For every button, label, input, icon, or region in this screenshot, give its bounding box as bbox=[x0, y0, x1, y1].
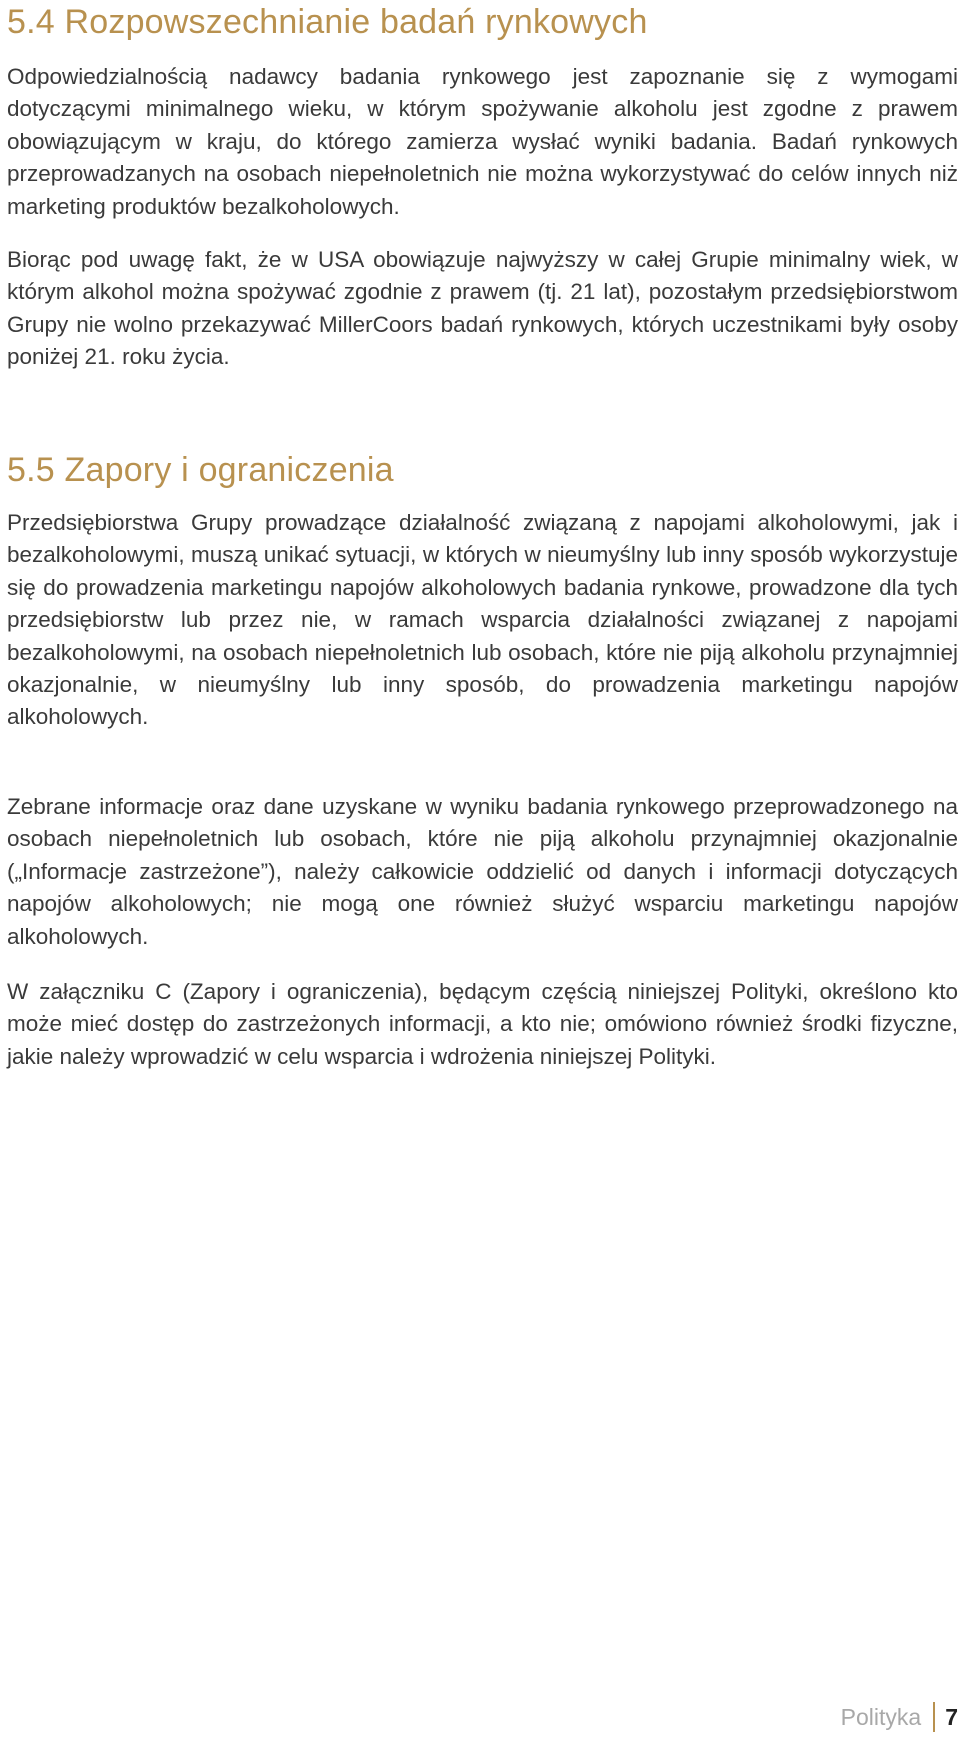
page-number: 7 bbox=[945, 1703, 958, 1730]
paragraph: Odpowiedzialnością nadawcy badania rynkowego jest zapoznanie się z wymogami dotyczącymi minimalnego wieku, w którym spożywanie alkoholu jest zgodne z prawem obowiązującym w kraju, do którego zamierza wysłać wyniki badania. Badań rynkowych przeprowadzanych na osobach niepełnoletnich nie można wykorzystywać do celów innych niż marketing produktów bezalkoholowych. bbox=[7, 64, 958, 219]
footer-label: Polityka bbox=[840, 1703, 922, 1730]
page-footer bbox=[841, 1701, 958, 1733]
paragraph: Biorąc pod uwagę fakt, że w USA obowiązuje najwyższy w całej Grupie minimalny wiek, w którym alkohol można spożywać zgodnie z prawem (tj. 21 lat), pozostałym przedsiębiorstwom Grupy nie wolno przekazywać MillerCoors badań rynkowych, których uczestnikami były osoby poniżej 21. roku życia. bbox=[7, 247, 958, 370]
paragraph: W załączniku C (Zapory i ograniczenia), będącym częścią niniejszej Polityki, określono kto może mieć dostęp do zastrzeżonych informacji, a kto nie; omówiono również środki fizyczne, jakie należy wprowadzić w celu wsparcia i wdrożenia niniejszej Polityki. bbox=[7, 979, 958, 1069]
paragraph: Przedsiębiorstwa Grupy prowadzące działalność związaną z napojami alkoholowymi, jak i bezalkoholowymi, muszą unikać sytuacji, w których w nieumyślny lub inny sposób wykorzystuje się do prowadzenia marketingu napojów alkoholowych badania rynkowe, prowadzone dla tych przedsiębiorstw lub przez nie, w ramach wsparcia działalności związanej z napojami bezalkoholowymi, na osobach niepełnoletnich lub osobach, które nie piją alkoholu przynajmniej okazjonalnie, w nieumyślny lub inny sposób, do prowadzenia marketingu napojów alkoholowych. bbox=[7, 510, 958, 730]
section-heading-5-4: 5.4 Rozpowszechnianie badań rynkowych bbox=[7, 3, 648, 41]
section-heading-5-5: 5.5 Zapory i ograniczenia bbox=[7, 451, 394, 489]
paragraph: Zebrane informacje oraz dane uzyskane w wyniku badania rynkowego przeprowadzonego na osobach niepełnoletnich lub osobach, które nie piją alkoholu przynajmniej okazjonalnie („Informacje zastrzeżone”), należy całkowicie oddzielić od danych i informacji dotyczących napojów alkoholowych; nie mogą one również służyć wsparciu marketingu napojów alkoholowych. bbox=[7, 794, 958, 949]
footer-divider bbox=[933, 1702, 935, 1732]
